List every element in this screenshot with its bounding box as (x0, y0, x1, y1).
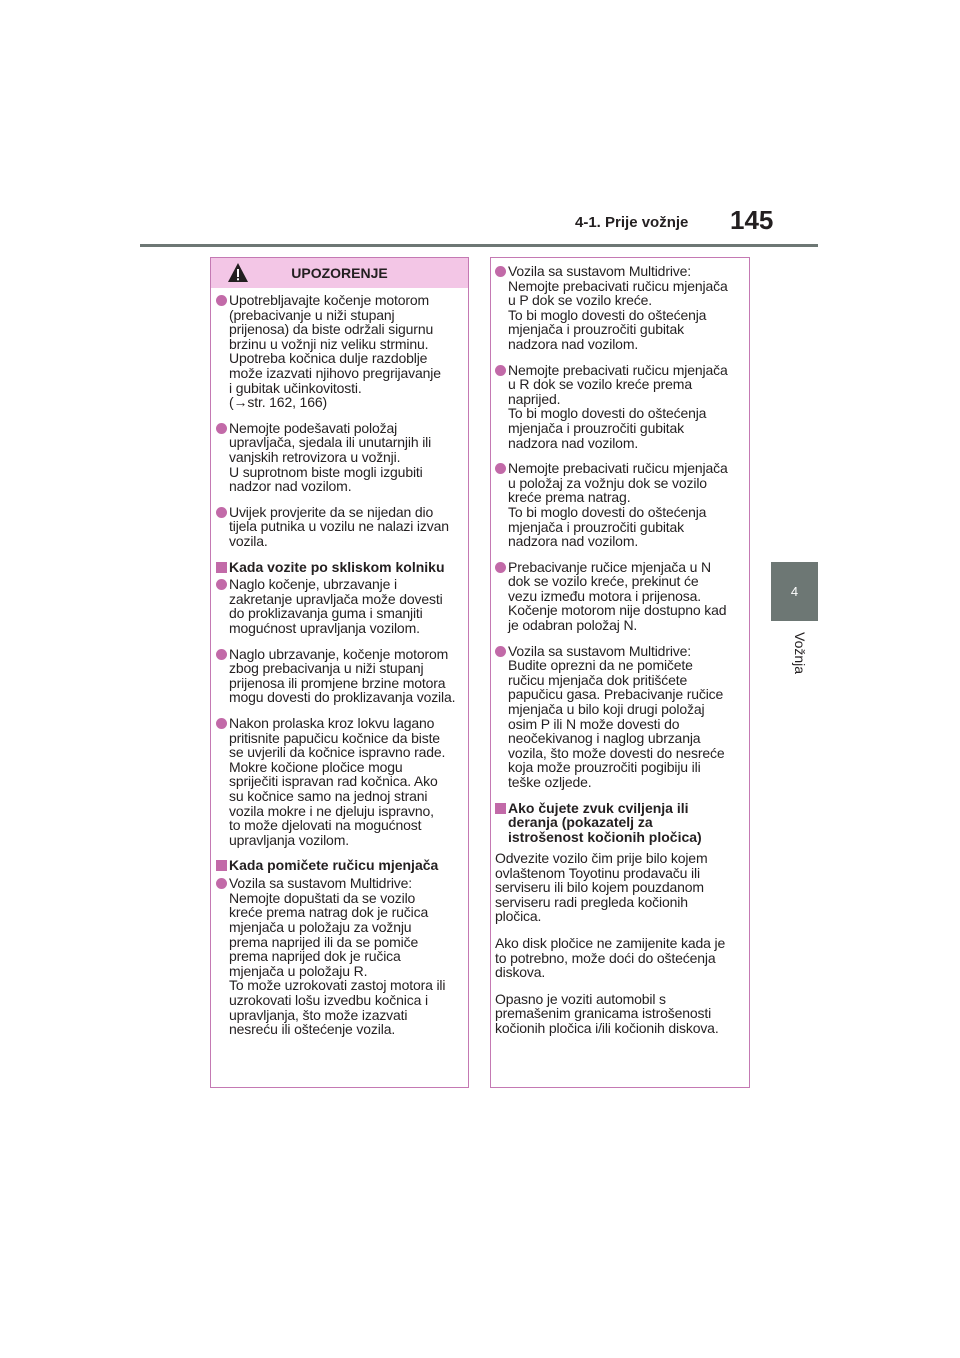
header-rule (140, 244, 818, 247)
list-item: Nemojte prebacivati ručicu mjenjača u R dok se vozilo kreće prema naprijed. To bi moglo dovesti do oštećenja mjenjača i prouzročiti gubitak nadzora nad vozilom. (495, 363, 743, 451)
bullet-icon (216, 423, 227, 434)
bullet-icon (495, 562, 506, 573)
list-item: Naglo kočenje, ubrzavanje i zakretanje upravljača može dovesti do proklizavanja guma i smanjiti mogućnost upravljanja vozilom. (216, 577, 462, 635)
list-item: Naglo ubrzavanje, kočenje motorom zbog prebacivanja u niži stupanj prijenosa ili promjene brzine motora mogu dovesti do proklizavanja vozila. (216, 647, 462, 705)
bullet-icon (216, 878, 227, 889)
list-item: Vozila sa sustavom Multidrive: Nemojte dopuštati da se vozilo kreće prema natrag dok je ručica mjenjača u položaju za vožnju prema naprijed ili da se pomiče prema naprijed dok je ručica mjenjača u položaju R. To može uzrokovati zastoj motora ili uzrokovati lošu izvedbu kočnica i upravljanja, što može izazvati nesreću ili oštećenje vozila. (216, 876, 462, 1037)
paragraph: Opasno je voziti automobil s premašenim granicama istrošenosti kočionih pločica i/ili kočionih diskova. (495, 990, 719, 1036)
chapter-number: 4 (790, 584, 799, 599)
list-item: Vozila sa sustavom Multidrive: Nemojte prebacivati ručicu mjenjača u P dok se vozilo kreće. To bi moglo dovesti do oštećenja mjenjača i prouzročiti gubitak nadzora nad vozilom. (495, 264, 743, 352)
warning-title: UPOZORENJE (291, 265, 388, 281)
warning-panel-left (210, 257, 469, 1088)
bullet-icon (216, 718, 227, 729)
subheading: Ako čujete zvuk cviljenja ili deranja (pokazatelj za istrošenost kočionih pločica) (495, 801, 743, 845)
warning-triangle-icon (227, 262, 249, 284)
chapter-tab[interactable] (771, 562, 818, 621)
square-bullet-icon (216, 860, 227, 871)
paragraph: Ako disk pločice ne zamijenite kada je to potrebno, može doći do oštećenja diskova. (495, 934, 726, 981)
warning-panel-right (490, 257, 750, 1088)
bullet-icon (495, 463, 506, 474)
section-title: 4-1. Prije vožnje (575, 214, 689, 231)
list-item: Nakon prolaska kroz lokvu lagano pritisnite papučicu kočnice da biste se uvjerili da kočnice ispravno rade. Mokre kočione pločice mogu spriječiti ispravan rad kočnica. Ako su kočnice samo na jednoj strani vozila mokre i ne djeluju ispravno, to može djelovati na mogućnost upravljanja vozilom. (216, 716, 462, 847)
bullet-icon (495, 365, 506, 376)
warning-header (211, 258, 468, 288)
bullet-icon (216, 295, 227, 306)
subheading: Kada vozite po skliskom kolniku (216, 560, 462, 575)
subheading: Kada pomičete ručicu mjenjača (216, 858, 462, 873)
page-number: 145 (730, 205, 774, 235)
list-item: Upotrebljavajte kočenje motorom (prebacivanje u niži stupanj prijenosa) da biste održali sigurnu brzinu u vožnji niz veliku strminu. Upotreba kočnica dulje razdoblje može izazvati njihovo pregrijavanje i gubitak učinkovitosti. (→str. 162, 166) (216, 293, 462, 410)
list-item: Vozila sa sustavom Multidrive: Budite oprezni da ne pomičete ručicu mjenjača dok pritišćete papučicu gasa. Prebacivanje ručice mjenjača u bilo koji drugi položaj osim P ili N može dovesti do neočekivanog i naglog ubrzanja vozila, što može dovesti do nesreće koja može prouzročiti pogibiju ili teške ozljede. (495, 644, 743, 790)
list-item: Prebacivanje ručice mjenjača u N dok se vozilo kreće, prekinut će vezu između motora i prijenosa. Kočenje motorom nije dostupno kad je odabran položaj N. (495, 560, 743, 633)
list-item: Nemojte prebacivati ručicu mjenjača u položaj za vožnju dok se vozilo kreće prema natrag. To bi moglo dovesti do oštećenja mjenjača i prouzročiti gubitak nadzora nad vozilom. (495, 461, 743, 549)
square-bullet-icon (216, 562, 227, 573)
paragraph: Odvezite vozilo čim prije bilo kojem ovlaštenom Toyotinu prodavaču ili serviseru ili bilo kojem pouzdanom serviseru radi pregleda kočionih pločica. (495, 849, 708, 925)
bullet-icon (495, 266, 506, 277)
bullet-icon (216, 507, 227, 518)
square-bullet-icon (495, 803, 506, 814)
list-item: Nemojte podešavati položaj upravljača, sjedala ili unutarnjih ili vanjskih retrovizora u vožnji. U suprotnom biste mogli izgubiti nadzor nad vozilom. (216, 421, 462, 494)
list-item: Uvijek provjerite da se nijedan dio tijela putnika u vozilu ne nalazi izvan vozila. (216, 505, 462, 549)
bullet-icon (216, 649, 227, 660)
chapter-label: Vožnja (792, 632, 808, 675)
bullet-icon (495, 646, 506, 657)
bullet-icon (216, 579, 227, 590)
